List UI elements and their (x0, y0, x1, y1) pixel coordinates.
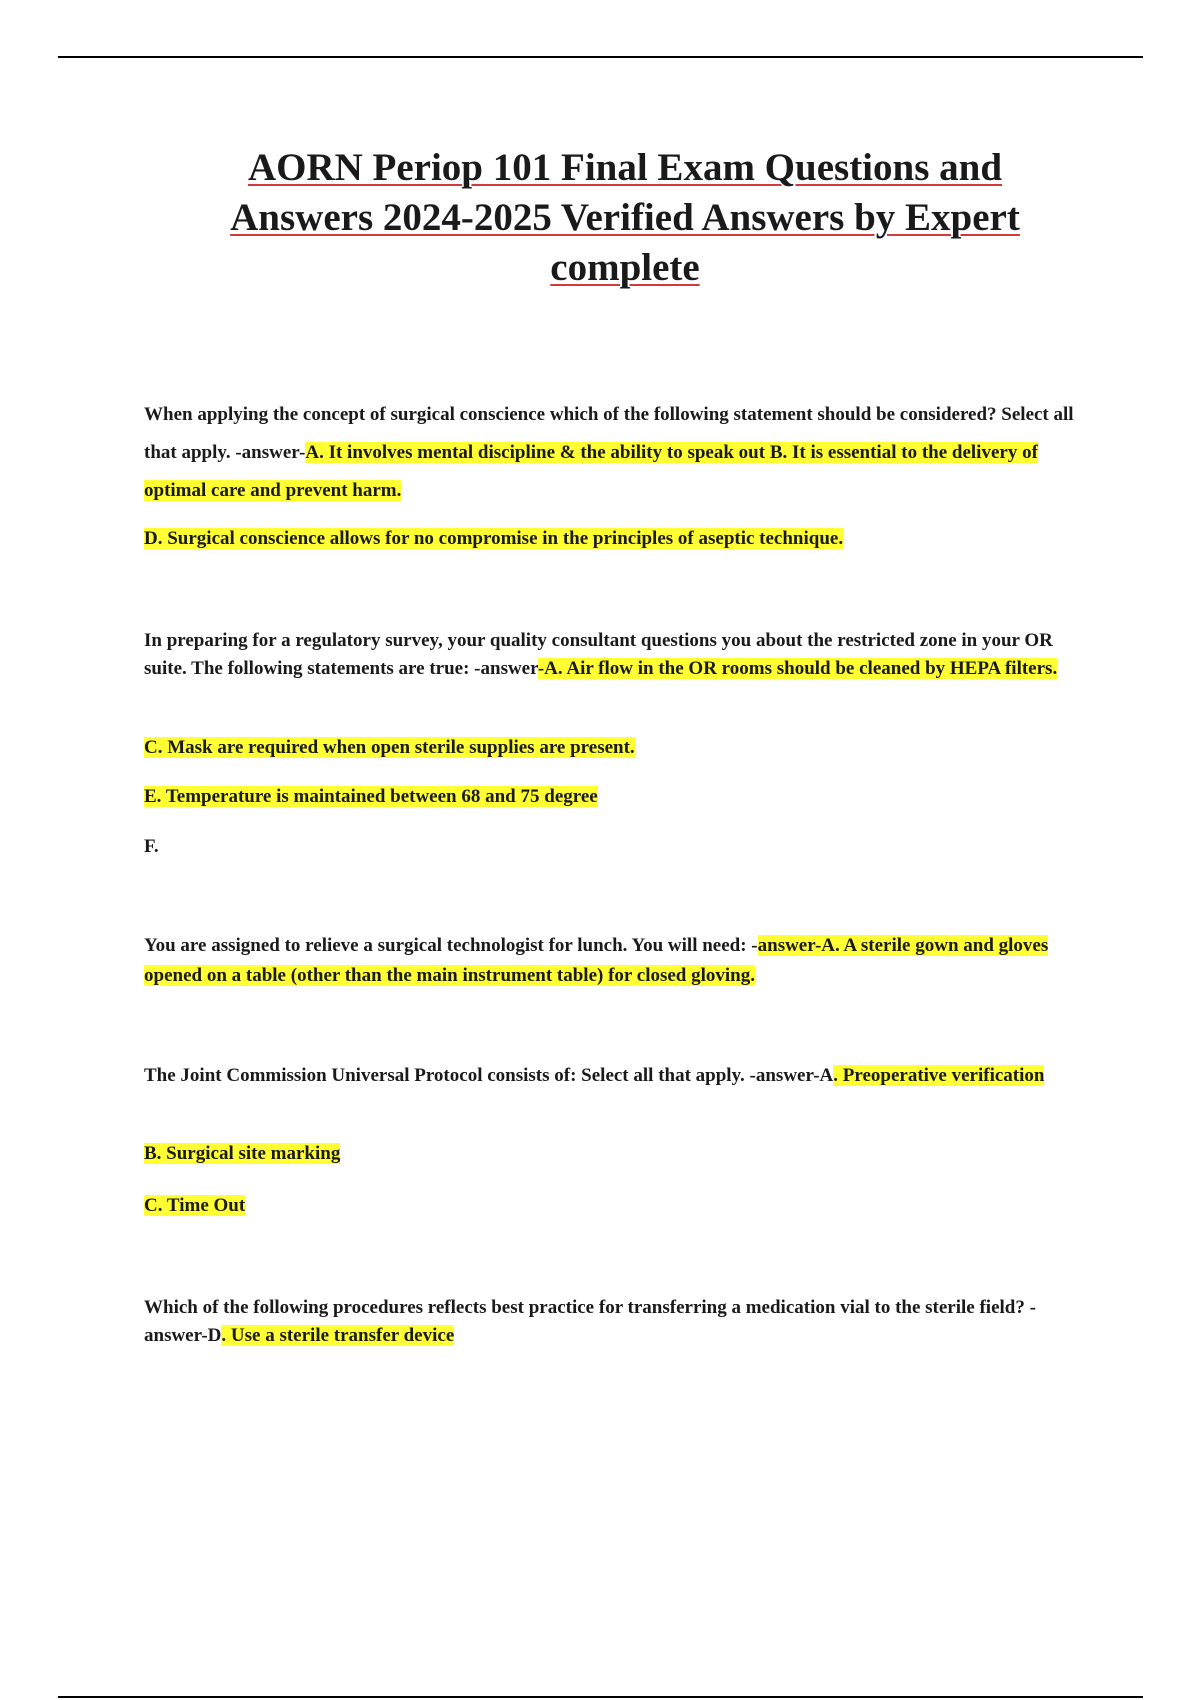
question-4 (144, 1061, 1089, 1091)
document-title (150, 143, 1100, 293)
question-text: Which of the following procedures reflects best practice for transferring a medication vial to the sterile field? -answer-D (144, 1297, 1036, 1346)
question-2-extra-2 (144, 783, 1089, 811)
answer-highlight: A. It involves mental discipline & the ability to speak out B. It is essential to the delivery of optimal care and prevent harm. (144, 442, 1038, 501)
answer-highlight: answer-A. A sterile gown and gloves opened on a table (other than the main instrument table) for closed gloving. (144, 935, 1049, 986)
question-4-extra-2 (144, 1192, 1089, 1220)
question-text: You are assigned to relieve a surgical technologist for lunch. You will need: - (144, 935, 758, 956)
answer-highlight: -A. Air flow in the OR rooms should be cleaned by HEPA filters. (537, 658, 1058, 679)
title-line: complete (550, 246, 700, 289)
question-1-extra (144, 525, 1089, 553)
question-text: When applying the concept of surgical conscience which of the following statement should be considered? Select all that apply. -answer- (144, 404, 1074, 463)
answer-highlight: C. Mask are required when open sterile supplies are present. (144, 737, 635, 758)
question-2 (144, 627, 1089, 683)
question-2-extra-1 (144, 734, 1089, 762)
bottom-rule (58, 1696, 1143, 1698)
title-line: Answers 2024-2025 Verified Answers by Expert (230, 196, 1020, 239)
answer-highlight: D. Surgical conscience allows for no compromise in the principles of aseptic technique. (144, 528, 844, 549)
question-2-trailing (144, 833, 1089, 861)
question-text: The Joint Commission Universal Protocol consists of: Select all that apply. -answer-A (144, 1065, 834, 1086)
option-label: F. (144, 836, 159, 857)
question-5 (144, 1294, 1089, 1350)
top-rule (58, 56, 1143, 58)
question-1 (144, 396, 1089, 510)
answer-highlight: E. Temperature is maintained between 68 and 75 degree (144, 786, 598, 807)
answer-highlight: . Use a sterile transfer device (221, 1325, 455, 1346)
question-text: In preparing for a regulatory survey, your quality consultant questions you about the restricted zone in your OR suite. The following statements are true: -answer (144, 630, 1053, 679)
question-3 (144, 931, 1089, 991)
title-line: AORN Periop 101 Final Exam Questions and (247, 146, 1003, 189)
question-4-extra-1 (144, 1140, 1089, 1168)
answer-highlight: C. Time Out (144, 1195, 246, 1216)
answer-highlight: . Preoperative verification (833, 1065, 1045, 1086)
answer-highlight: B. Surgical site marking (144, 1143, 341, 1164)
